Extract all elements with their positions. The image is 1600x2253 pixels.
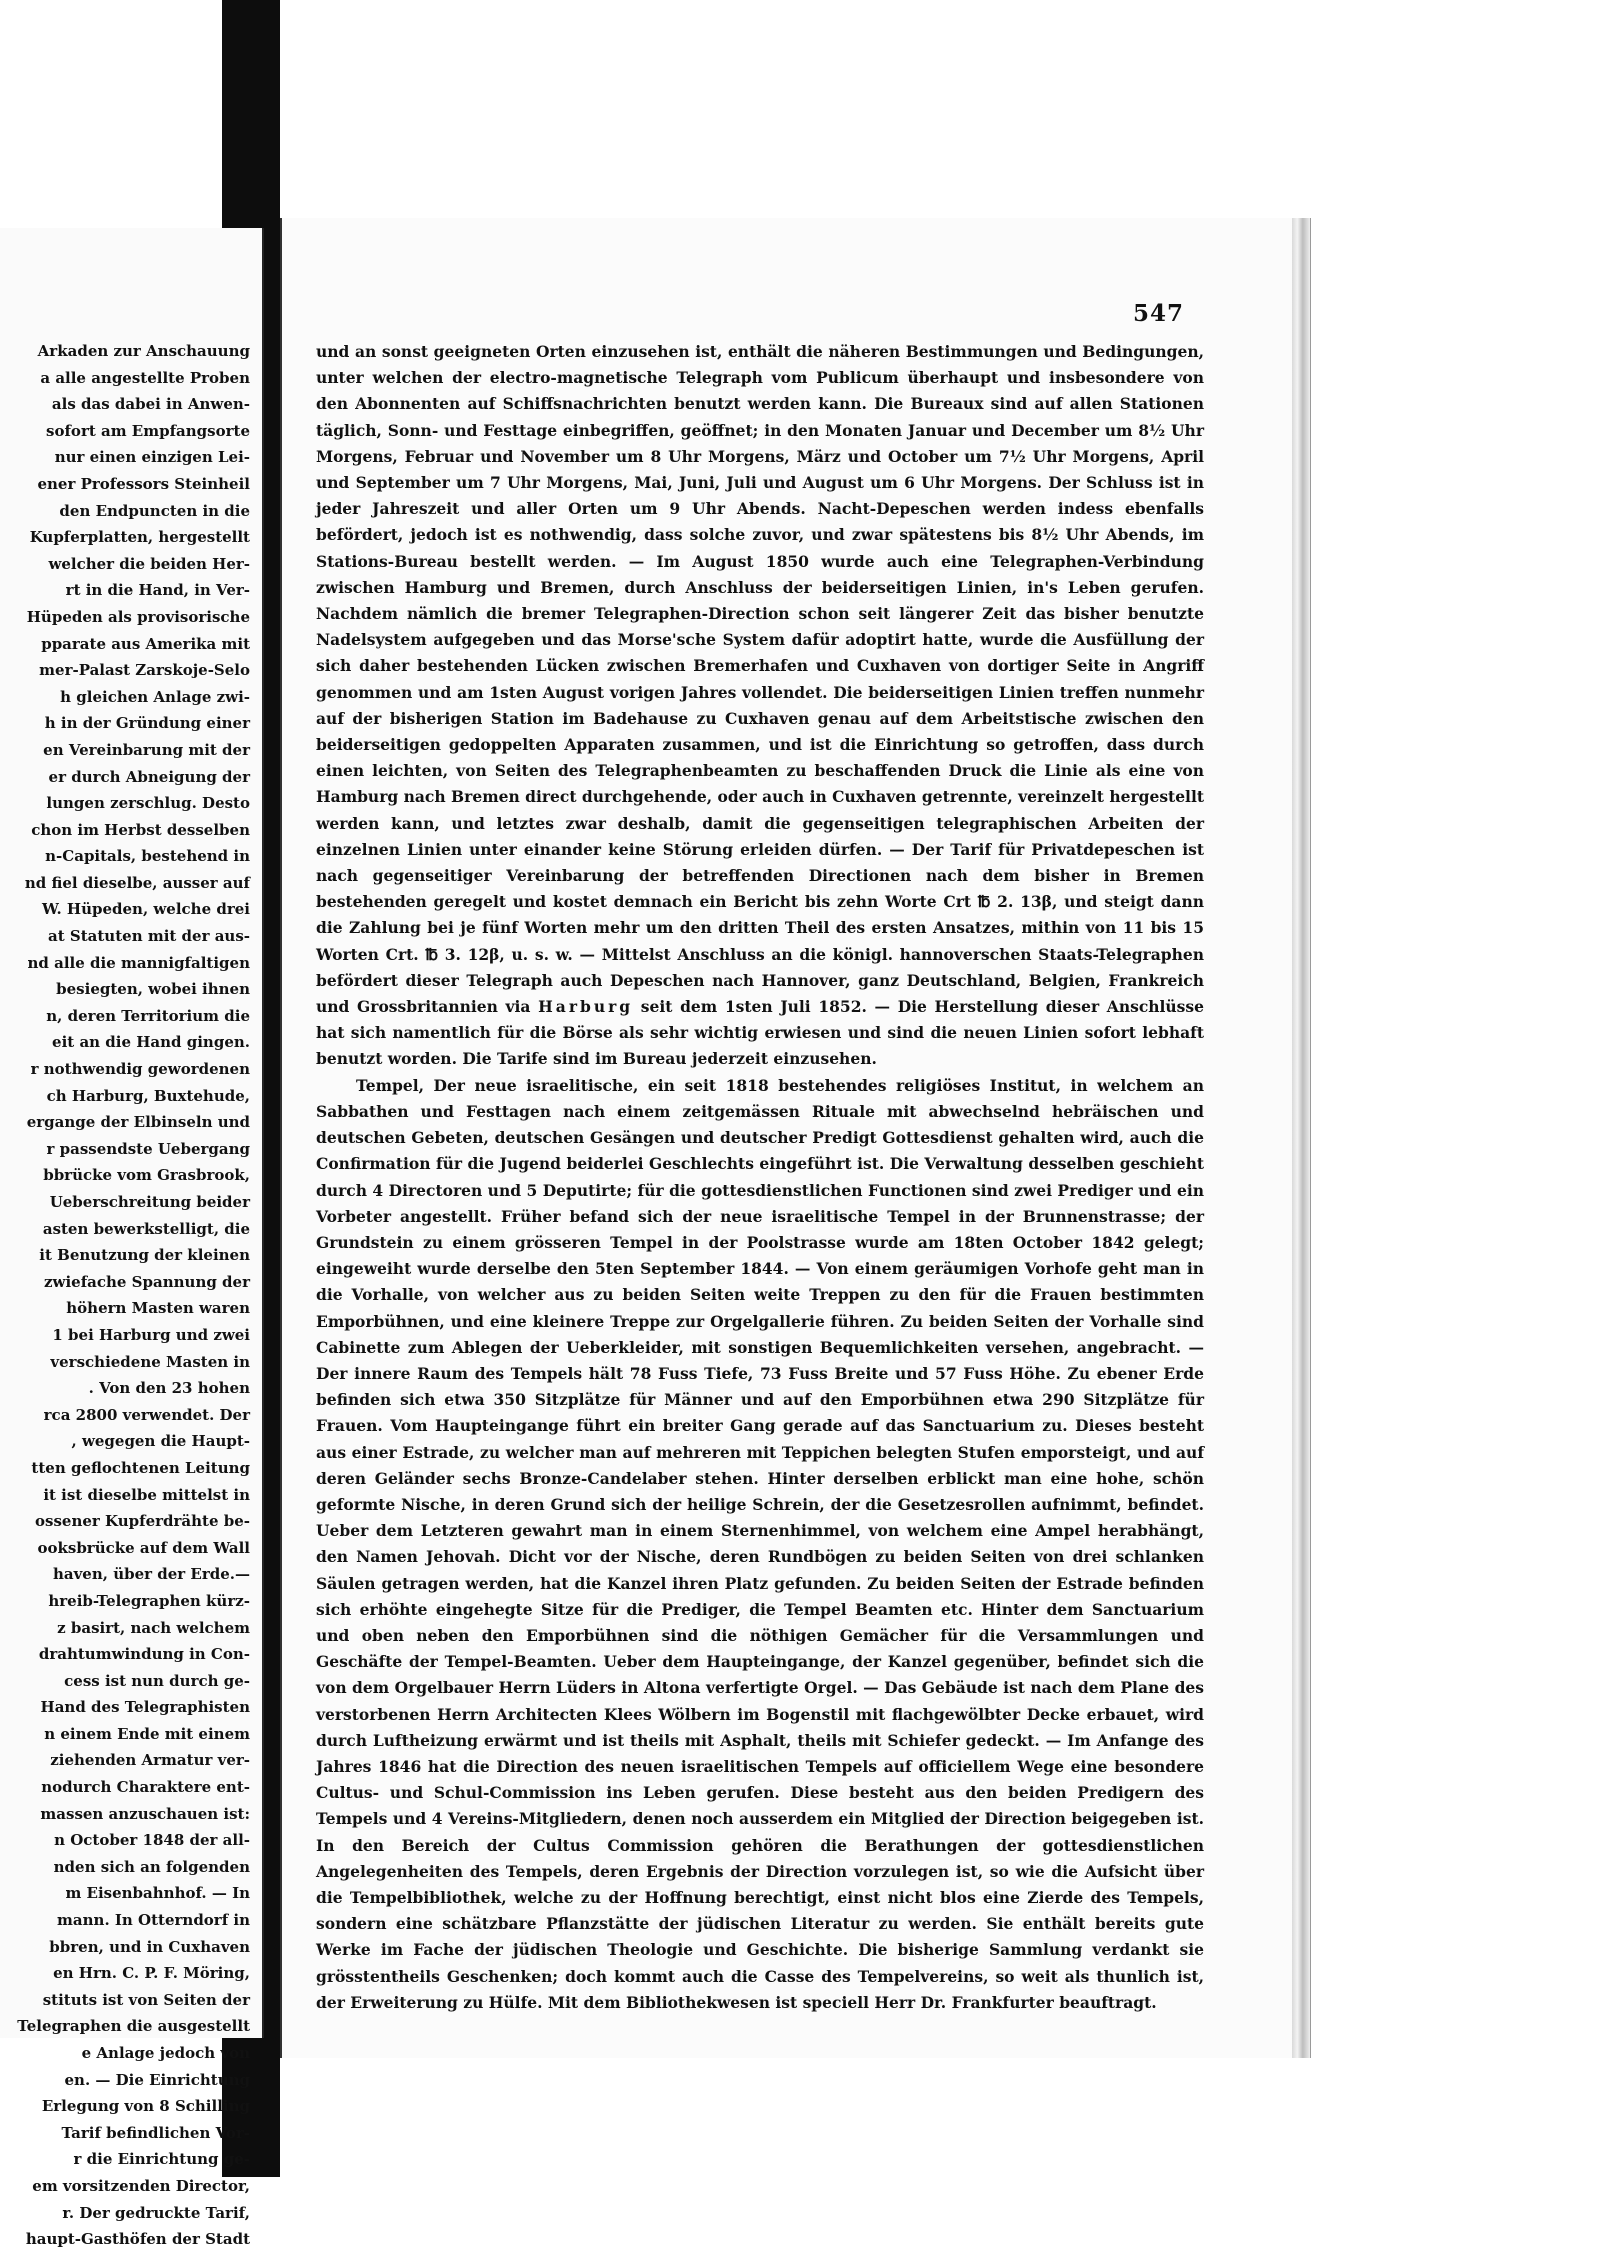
left-column-line: höhern Masten waren [66,1299,250,1318]
left-column-line: ener Professors Steinheil [37,474,250,493]
left-column-line: z basirt, nach welchem [57,1618,250,1637]
left-column-line: haven, über der Erde.— [52,1565,250,1584]
left-column-line: r passendste Uebergang [46,1139,250,1158]
right-page-body [316,339,1204,2016]
left-page-column [0,338,250,2253]
left-column-line: Tarif befindlichen Vor- [61,2123,250,2142]
left-column-line: at Statuten mit der aus- [48,927,250,946]
left-column-line: ergange der Elbinseln und [26,1113,250,1132]
left-column-line: n einem Ende mit einem [44,1724,250,1743]
left-column-line: ossener Kupferdrähte be- [35,1512,250,1531]
left-column-line: it ist dieselbe mittelst in [43,1485,250,1504]
left-column-line: en Vereinbarung mit der [43,740,250,759]
left-column-line: en Hrn. C. P. F. Möring, [53,1964,250,1983]
page-number: 547 [1133,300,1185,327]
left-column-line: zwiefache Spannung der [44,1272,250,1291]
left-page [0,228,264,2249]
left-column-line: it Benutzung der kleinen [39,1246,250,1265]
left-column-line: W. Hüpeden, welche drei [41,900,250,919]
left-column-line: stituts ist von Seiten der [42,1990,250,2009]
left-column-line: sofort am Empfangsorte [46,421,250,440]
left-column-line: r die Einrichtung ge- [73,2150,250,2169]
left-column-line: chon im Herbst desselben [31,820,250,839]
left-column-line: den Endpuncten in die [59,501,250,520]
left-column-line: nd fiel dieselbe, ausser auf [24,873,250,892]
left-column-line: welcher die beiden Her- [48,554,250,573]
left-column-line: hreib-Telegraphen kürz- [48,1591,250,1610]
left-column-line: massen anzuschauen ist: [40,1804,250,1823]
left-column-line: Arkaden zur Anschauung [37,342,250,360]
left-column-line: e Anlage jedoch von [81,2044,250,2062]
left-column-line: bbrücke vom Grasbrook, [43,1166,250,1185]
left-column-line: Ueberschreitung beider [49,1193,250,1211]
left-column-line: Kupferplatten, hergestellt [29,528,250,547]
left-column-line: Erlegung von 8 Schilling [41,2097,250,2116]
left-column-line: n-Capitals, bestehend in [45,847,250,866]
left-column-line: , wegegen die Haupt- [71,1432,250,1451]
left-column-line: drahtumwindung in Con- [38,1645,250,1664]
left-column-line: als das dabei in Anwen- [51,395,250,414]
left-column-line: Hand des Telegraphisten [40,1698,250,1717]
left-column-line: en. — Die Einrichtung [64,2070,250,2089]
left-column-line: r nothwendig gewordenen [30,1060,250,1079]
left-column-line: Telegraphen die ausgestellt [17,2017,250,2036]
left-column-line: ziehenden Armatur ver- [50,1751,250,1770]
left-column-line: nur einen einzigen Lei- [54,448,250,467]
left-column-line: 1 bei Harburg und zwei [52,1325,250,1344]
paragraph-telegraph-text: und an sonst geeigneten Orten einzusehen ist, enthält die näheren Bestimmungen und Bedingungen, unter welchen der electro-magnetische Telegraph vom Publicum überhaupt und insbesondere von den Abonnenten auf Schiffsnachrichten benutzt werden kann. Die Bureaux sind auf allen Stationen täglich, Sonn- und Festtage einbegriffen, geöffnet; in den Monaten Januar und December um 8½ Uhr Morgens, Februar und November um 8 Uhr Morgens, März und October um 7½ Uhr Morgens, April und September um 7 Uhr Morgens, Mai, Juni, Juli und August um 6 Uhr Morgens. Der Schluss ist in jeder Jahreszeit und aller Orten um 9 Uhr Abends. Nacht-Depeschen werden indess ebenfalls befördert, jedoch ist es nothwendig, dass solche zuvor, und zwar spätestens bis 8½ Uhr Abends, im Stations-Bureau bestellt werden. — Im August 1850 wurde auch eine Telegraphen-Verbindung zwischen Hamburg und Bremen, durch Anschluss der beiderseitigen Linien, in's Leben gerufen. Nachdem nämlich die bremer Telegraphen-Direction schon seit längerer Zeit das bisher benutzte Nadelsystem aufgegeben und das Morse'sche System dafür adoptirt hatte, wurde die Ausfüllung der sich daher bestehenden Lücken zwischen Bremerhafen und Cuxhaven von dortiger Seite in Angriff genommen und am 1sten August vorigen Jahres vollendet. Die beiderseitigen Linien treffen nunmehr auf der bisherigen Station im Badehause zu Cuxhaven genau auf dem Arbeitstische zwischen den beiderseitigen gedoppelten Apparaten zusammen, und ist die Einrichtung so getroffen, dass durch einen leichten, von Seiten des Telegraphenbeamten zu beschaffenden Druck die Linie als eine von Hamburg nach Bremen direct durchgehende, oder auch in Cuxhaven getrennte, vereinzelt hergestellt werden kann, und letztes zwar deshalb, damit die gegenseitigen telegraphischen Arbeiten der einzelnen Linien unter einander keine Störung erleiden dürfen. — Der Tarif für Privatdepeschen ist nach gegenseitiger Vereinbarung der betreffenden Directionen nach dem bisher in Bremen bestehenden geregelt und kostet demnach ein Bericht bis zehn Worte Crt ℔ 2. 13β, und steigt dann die Zahlung bei je fünf Worten mehr um den dritten Theil des ersten Ansatzes, mithin von 11 bis 15 Worten Crt. ℔ 3. 12β, u. s. w. — Mittelst Anschluss an die königl. hannoverschen Staats-Telegraphen befördert dieser Telegraph auch Depeschen nach Hannover, ganz Deutschland, Belgien, Frankreich und Grossbritannien via [316,342,1204,1017]
spaced-word-harburg: Harburg [538,997,634,1017]
left-column-line: rt in die Hand, in Ver- [65,581,250,600]
left-column-line: eit an die Hand gingen. [52,1033,250,1052]
left-column-line: em vorsitzenden Director, [32,2176,250,2195]
left-column-line: haupt-Gasthöfen der Stadt [25,2230,250,2249]
left-column-line: r. Der gedruckte Tarif, [62,2203,250,2222]
left-column-line: cess ist nun durch ge- [64,1671,250,1690]
left-column-line: besiegten, wobei ihnen [56,980,250,999]
page-edge-stack [1292,218,1311,2058]
left-column-line: h gleichen Anlage zwi- [60,687,250,706]
left-column-line: er durch Abneigung der [48,767,250,786]
left-column-line: rca 2800 verwendet. Der [43,1405,250,1424]
left-column-line: . Von den 23 hohen [88,1379,250,1398]
left-column-line: h in der Gründung einer [44,714,250,733]
left-column-line: nden sich an folgenden [53,1857,250,1876]
paragraph-telegraph-end: seit dem 1sten Juli 1852. — Die Herstellung dieser Anschlüsse hat sich namentlich für die Börse als sehr wichtig erwiesen und sind die neuen Linien sofort lebhaft benutzt worden. Die Tarife sind im Bureau jederzeit einzusehen. [316,997,1204,1069]
left-column-line: mer-Palast Zarskoje-Selo [39,661,250,680]
left-column-line: ooksbrücke auf dem Wall [37,1538,250,1557]
left-column-line: n October 1848 der all- [54,1831,250,1850]
left-column-line: nodurch Charaktere ent- [41,1778,250,1797]
left-column-line: Hüpeden als provisorische [26,607,250,626]
left-column-line: lungen zerschlug. Desto [46,794,250,813]
left-column-line: verschiedene Masten in [50,1352,250,1371]
left-column-line: m Eisenbahnhof. — In [65,1884,250,1903]
paragraph-telegraph [316,339,1204,1073]
left-column-line: a alle angestellte Proben [40,368,250,387]
paragraph-tempel: Tempel, Der neue israelitische, ein seit 1818 bestehendes religiöses Institut, in welchem an Sabbathen und Festtagen nach einem zeitgemässen Rituale mit abwechselnd hebräischen und deutschen Gebeten, deutschen Gesängen und deutscher Predigt Gottesdienst gehalten wird, auch die Confirmation für die Jugend beiderlei Geschlechts eingeführt ist. Die Verwaltung desselben geschieht durch 4 Directoren und 5 Deputirte; für die gottesdienstlichen Functionen sind zwei Prediger und ein Vorbeter angestellt. Früher befand sich der neue israelitische Tempel in der Brunnenstrasse; der Grundstein zu einem grösseren Tempel in der Poolstrasse wurde am 18ten October 1842 gelegt; eingeweiht wurde derselbe den 5ten September 1844. — Von einem geräumigen Vorhofe geht man in die Vorhalle, von welcher aus zu beiden Seiten weite Treppen zu den für die Frauen bestimmten Emporbühnen, und eine kleinere Treppe zur Orgelgallerie führen. Zu beiden Seiten der Vorhalle sind Cabinette zum Ablegen der Ueberkleider, mit sonstigen Bequemlichkeiten versehen, angebracht. — Der innere Raum des Tempels hält 78 Fuss Tiefe, 73 Fuss Breite und 57 Fuss Höhe. Zu ebener Erde befinden sich etwa 350 Sitzplätze für Männer und auf den Emporbühnen etwa 290 Sitzplätze für Frauen. Vom Haupteingange führt ein breiter Gang gerade auf das Sanctuarium zu. Dieses besteht aus einer Estrade, zu welcher man auf mehreren mit Teppichen belegten Stufen emporsteigt, und auf deren Geländer sechs Bronze-Candelaber stehen. Hinter derselben erblickt man eine hohe, schön geformte Nische, in deren Grund sich der heilige Schrein, der die Gesetzesrollen aufnimmt, befindet. Ueber dem Letzteren gewahrt man in einem Sternenhimmel, von welchem eine Ampel herabhängt, den Namen Jehovah. Dicht vor der Nische, deren Rundbögen zu beiden Seiten von drei schlanken Säulen getragen werden, hat die Kanzel ihren Platz gefunden. Zu beiden Seiten der Estrade befinden sich erhöhte eingehegte Sitze für die Prediger, die Tempel Beamten etc. Hinter dem Sanctuarium und oben neben den Emporbühnen sind die nöthigen Gemächer für die Versammlungen und Geschäfte der Tempel-Beamten. Ueber dem Haupteingange, der Kanzel gegenüber, befindet sich die von dem Orgelbauer Herrn Lüders in Altona verfertigte Orgel. — Das Gebäude ist nach dem Plane des verstorbenen Herrn Architecten Klees Wölbern im Bogenstil mit flachgewölbter Decke erbauet, wird durch Luftheizung erwärmt und ist theils mit Asphalt, theils mit Schiefer gedeckt. — Im Anfange des Jahres 1846 hat die Direction des neuen israelitischen Tempels auf officiellem Wege eine besondere Cultus- und Schul-Commission ins Leben gerufen. Diese besteht aus den beiden Predigern des Tempels und 4 Vereins-Mitgliedern, denen noch ausserdem ein Mitglied der Direction beigegeben ist. In den Bereich der Cultus Commission gehören die Berathungen der gottesdienstlichen Angelegenheiten des Tempels, deren Ergebnis der Direction vorzulegen ist, so wie die Aufsicht über die Tempelbibliothek, welche zu der Hoffnung berechtigt, einst nicht blos eine Zierde des Tempels, sondern eine schätzbare Pflanzstätte der jüdischen Literatur zu werden. Sie enthält bereits gute Werke im Fache der jüdischen Theologie und Geschichte. Die bisherige Sammlung verdankt sie grösstentheils Geschenken; doch kommt auch die Casse des Tempelvereins, so weit als thunlich ist, der Erweiterung zu Hülfe. Mit dem Bibliothekwesen ist speciell Herr Dr. Frankfurter beauftragt. [316,1075,1204,2012]
left-column-line: ch Harburg, Buxtehude, [46,1086,250,1105]
left-column-line: bbren, und in Cuxhaven [49,1937,250,1956]
left-column-line: mann. In Otterndorf in [57,1911,250,1930]
left-column-line: asten bewerkstelligt, die [42,1219,250,1238]
left-column-line: nd alle die mannigfaltigen [27,953,250,972]
left-column-line: pparate aus Amerika mit [41,634,250,653]
left-column-line: tten geflochtenen Leitung [31,1458,250,1477]
left-column-line: n, deren Territorium die [46,1006,250,1025]
